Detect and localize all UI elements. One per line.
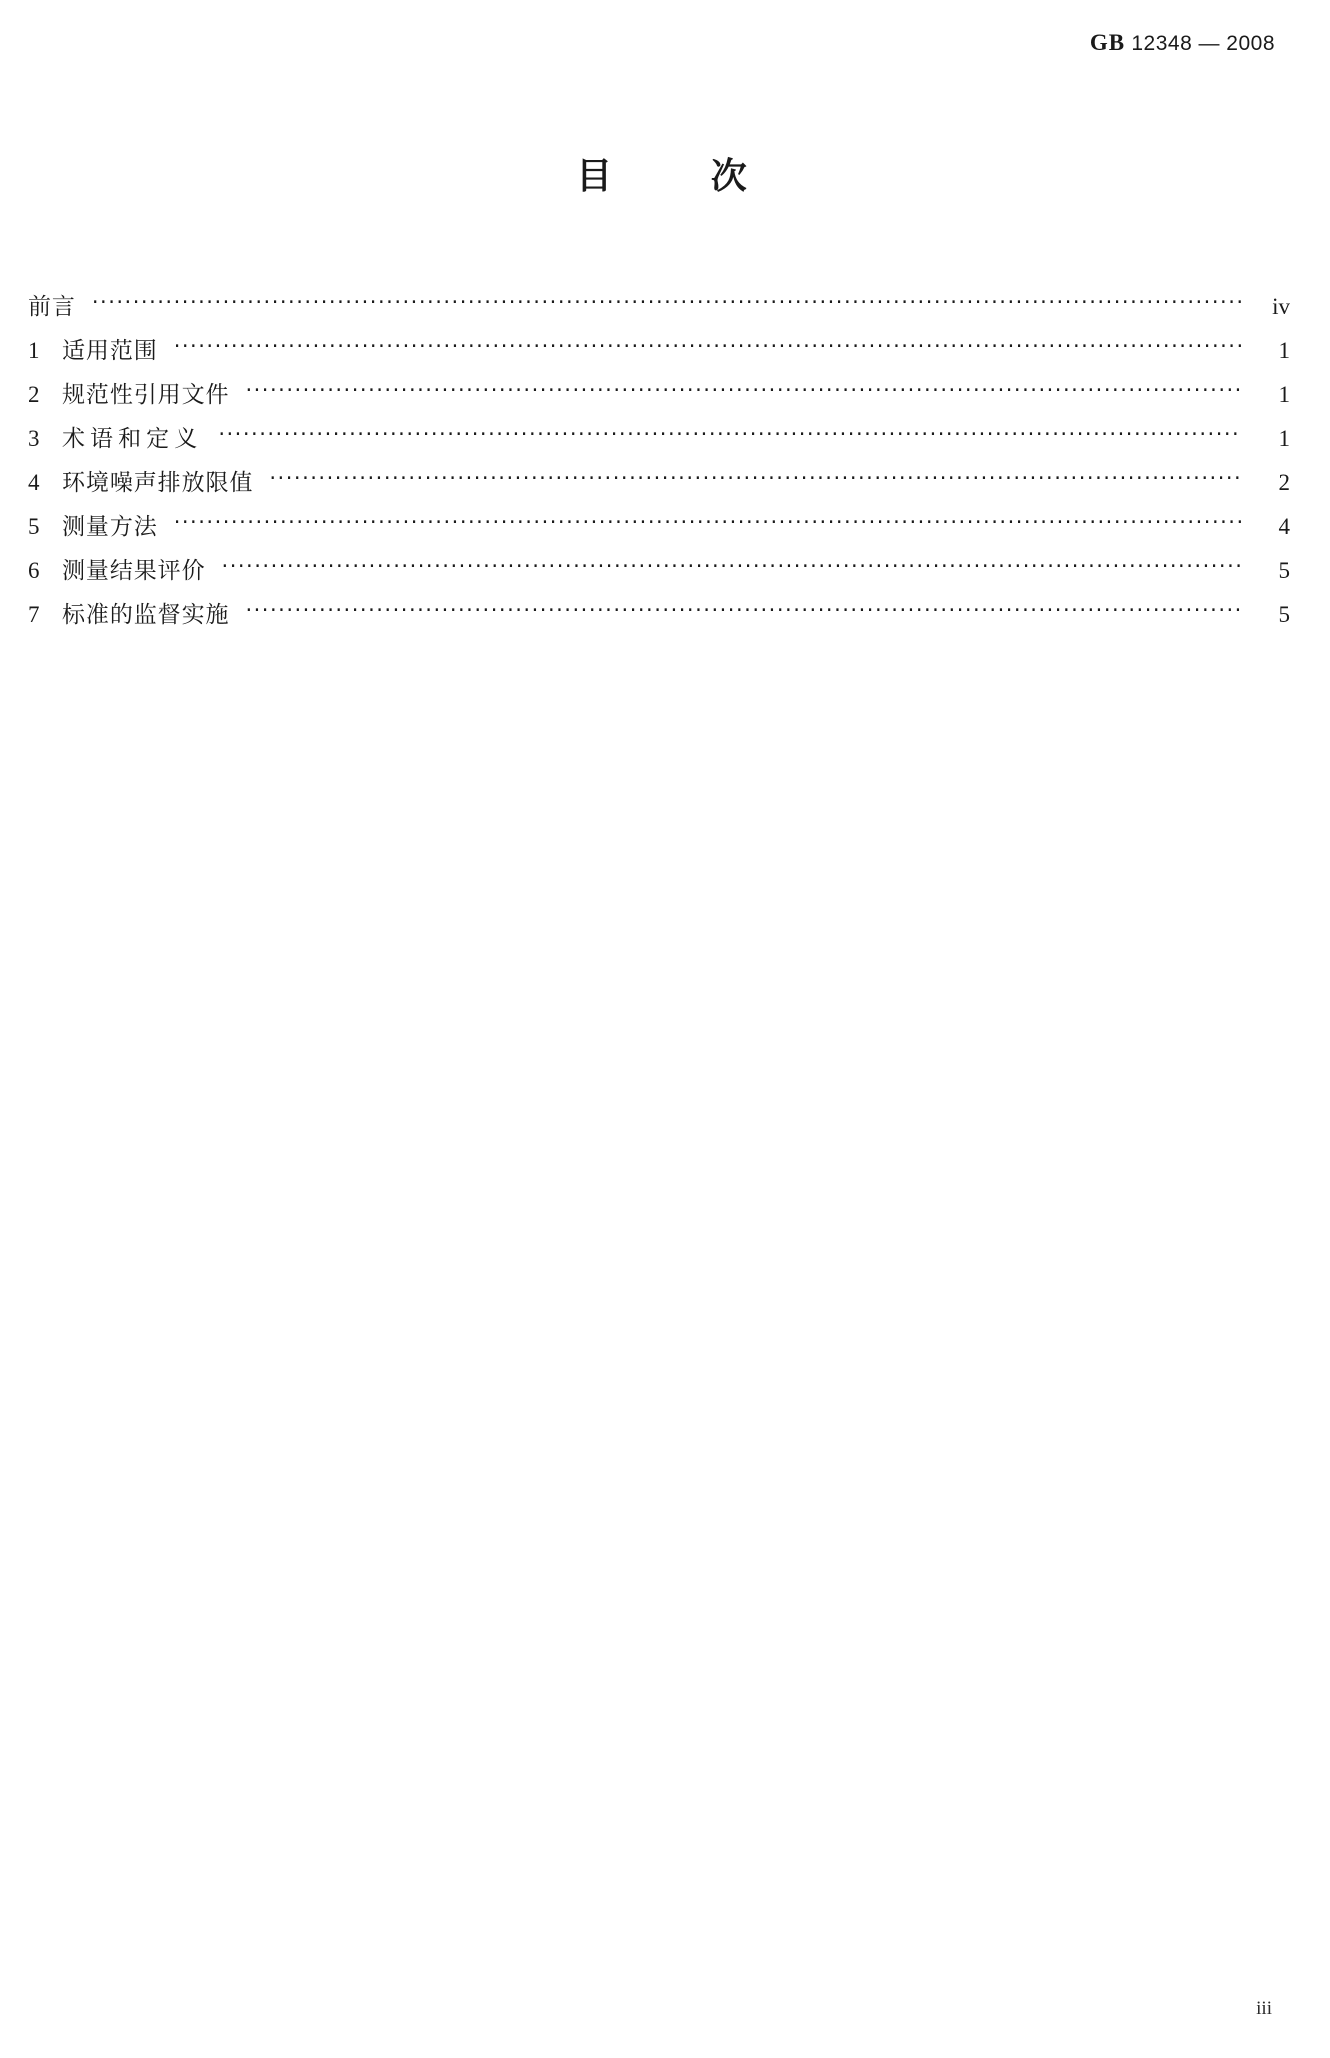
toc-entry-page: 2 bbox=[1278, 470, 1290, 495]
toc-entry-title: 前言 bbox=[28, 294, 76, 320]
toc-entry-page: 5 bbox=[1278, 602, 1290, 627]
toc-entry-number: 4 bbox=[28, 470, 40, 495]
toc-leader-dots bbox=[218, 422, 1242, 446]
toc-leader-dots bbox=[245, 598, 1242, 622]
toc-entry-title: 规范性引用文件 bbox=[62, 382, 230, 408]
page-title-right: 次 bbox=[710, 156, 754, 197]
toc-entry-page: 1 bbox=[1278, 338, 1290, 363]
toc-leader-dots bbox=[174, 334, 1242, 358]
toc-entry-page: 1 bbox=[1278, 382, 1290, 407]
toc-entry-emission-limits[interactable] bbox=[28, 466, 1290, 500]
toc-entry-title: 术语和定义 bbox=[62, 426, 203, 452]
standard-dash: — bbox=[1198, 32, 1221, 55]
standard-prefix: GB bbox=[1089, 30, 1126, 55]
standard-year: 2008 bbox=[1226, 32, 1275, 55]
page-header bbox=[1090, 30, 1275, 56]
toc-entry-normative-references[interactable] bbox=[28, 378, 1290, 412]
toc-entry-title: 适用范围 bbox=[62, 338, 158, 364]
toc-leader-dots bbox=[174, 510, 1242, 534]
toc-entry-number: 1 bbox=[28, 338, 40, 363]
toc-entry-page: iv bbox=[1272, 294, 1290, 319]
page-title bbox=[0, 148, 1330, 199]
toc-entry-number: 3 bbox=[28, 426, 40, 451]
toc-entry-supervision[interactable] bbox=[28, 598, 1290, 632]
toc-entry-title: 测量方法 bbox=[62, 514, 158, 540]
toc-entry-title: 环境噪声排放限值 bbox=[62, 470, 254, 496]
toc-entry-number: 2 bbox=[28, 382, 40, 407]
toc-entry-page: 1 bbox=[1278, 426, 1290, 451]
page-title-left: 目 bbox=[576, 156, 620, 197]
toc-entry-page: 5 bbox=[1278, 558, 1290, 583]
toc-entry-number: 5 bbox=[28, 514, 40, 539]
toc-leader-dots bbox=[269, 466, 1242, 490]
toc-leader-dots bbox=[245, 378, 1242, 402]
toc-entry-preface[interactable] bbox=[28, 290, 1290, 324]
toc-entry-measurement-method[interactable] bbox=[28, 510, 1290, 544]
toc-leader-dots bbox=[92, 290, 1242, 314]
toc-entry-page: 4 bbox=[1278, 514, 1290, 539]
toc-entry-result-evaluation[interactable] bbox=[28, 554, 1290, 588]
toc-entry-title: 标准的监督实施 bbox=[62, 602, 230, 628]
toc-entry-scope[interactable] bbox=[28, 334, 1290, 368]
standard-number: 12348 bbox=[1131, 32, 1193, 55]
toc-leader-dots bbox=[222, 554, 1242, 578]
footer-page-number: iii bbox=[1256, 1998, 1272, 2019]
table-of-contents bbox=[28, 290, 1290, 642]
toc-entry-number: 6 bbox=[28, 558, 40, 583]
toc-entry-terms-definitions[interactable] bbox=[28, 422, 1290, 456]
toc-entry-title: 测量结果评价 bbox=[62, 558, 206, 584]
toc-entry-number: 7 bbox=[28, 602, 40, 627]
